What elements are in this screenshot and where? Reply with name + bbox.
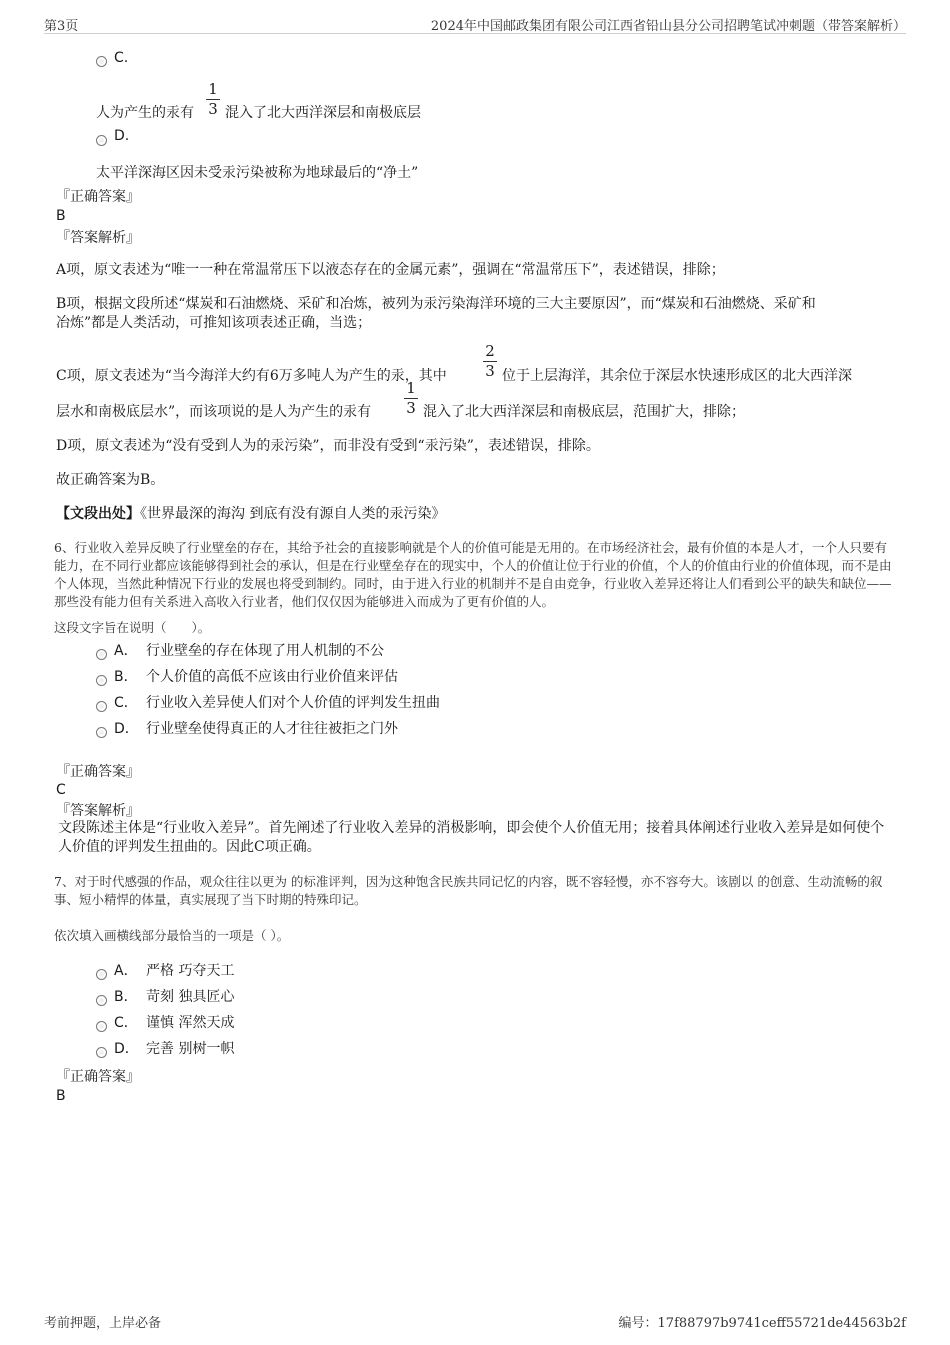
q5-analysis-c-fraction-1 [483, 343, 497, 380]
q6-answer: C [56, 782, 66, 798]
q5-conclusion: 故正确答案为B。 [56, 472, 165, 488]
q5-answer-heading: 『正确答案』 [56, 189, 140, 205]
fraction-numerator: 1 [208, 80, 218, 98]
header-divider [44, 33, 906, 34]
fraction-denominator: 3 [406, 399, 416, 417]
q5-analysis-c-part1: C项，原文表述为“当今海洋大约有6万多吨人为产生的汞，其中 [56, 368, 447, 384]
q5-option-d-label: D. [114, 128, 130, 144]
q6-option-b-label: B． [114, 669, 138, 685]
fraction-numerator: 1 [406, 379, 416, 397]
q5-source-label: 【文段出处】 [56, 506, 140, 522]
footer-document-id: 编号：17f88797b9741ceff55721de44563b2f [618, 1316, 906, 1331]
q7-stem: 7、对于时代感强的作品，观众往往以更为 的标准评判，因为这种饱含民族共同记忆的内容，既不容轻慢，亦不容夸大。该剧以 的创意、生动流畅的叙事、短小精悍的体量，真实展现了当下时期的特殊印记。 [54, 874, 883, 907]
q6-answer-heading: 『正确答案』 [56, 764, 140, 780]
document-title: 2024年中国邮政集团有限公司江西省铅山县分公司招聘笔试冲刺题（带答案解析） [430, 19, 906, 34]
q6-option-a[interactable] [114, 641, 384, 661]
fraction-denominator: 3 [208, 100, 218, 118]
q6-option-d-text: 行业壁垒使得真正的人才往往被拒之门外 [146, 721, 398, 737]
q6-option-b[interactable] [114, 667, 398, 687]
q7-option-c-text: 谨慎 浑然天成 [146, 1015, 235, 1031]
q6-stem: 6、行业收入差异反映了行业壁垒的存在，其给予社会的直接影响就是个人的价值可能是无用的。在市场经济社会，最有价值的本是人才，一个人只要有能力，在不同行业都应该能够得到社会的承认，但是在行业壁垒存在的现实中，个人的价值让位于行业的价值，个人的价值由行业的价值体现，而不是由个人体现，当然此种情况下行业的发展也将受到制约。同时，由于进入行业的机制并不是自由竞争，行业收入差异还将让人们看到公平的缺失和缺位——那些没有能力但有关系进入高收入行业者，他们仅仅因为能够进入而成为了更有价值的人。 [54, 540, 892, 609]
q5-option-c-fraction [206, 81, 220, 118]
fraction-numerator: 2 [485, 342, 495, 360]
q5-option-c-label: C. [114, 50, 129, 66]
q7-option-d[interactable] [114, 1039, 234, 1059]
q7-answer-heading: 『正确答案』 [56, 1069, 140, 1085]
q6-option-a-radio[interactable] [96, 649, 107, 660]
q6-option-c[interactable] [114, 693, 440, 713]
q5-option-c-radio[interactable] [96, 56, 107, 67]
q6-option-c-label: C． [114, 695, 138, 711]
q5-analysis-c-part3: 层水和南极底层水”，而该项说的是人为产生的汞有 [56, 404, 372, 420]
footer-slogan: 考前押题，上岸必备 [44, 1316, 162, 1331]
q7-option-c[interactable] [114, 1013, 234, 1033]
q6-question: 这段文字旨在说明（ ）。 [54, 620, 211, 635]
q7-option-c-label: C． [114, 1015, 138, 1031]
q5-analysis-b-line2: 冶炼”都是人类活动，可推知该项表述正确，当选； [56, 315, 372, 331]
q6-analysis-heading: 『答案解析』 [56, 803, 140, 819]
page-number: 第3页 [44, 19, 79, 34]
q7-option-b[interactable] [114, 987, 234, 1007]
q5-source-text: 《世界最深的海沟 到底有没有源自人类的汞污染》 [140, 506, 446, 522]
q6-option-b-radio[interactable] [96, 675, 107, 686]
q7-option-b-text: 苛刻 独具匠心 [146, 989, 235, 1005]
q6-analysis: 文段陈述主体是“行业收入差异”。首先阐述了行业收入差异的消极影响，即会使个人价值无用；接着具体阐述行业收入差异是如何使个人价值的评判发生扭曲的。因此C项正确。 [58, 820, 885, 855]
q7-option-d-radio[interactable] [96, 1047, 107, 1058]
q7-option-b-radio[interactable] [96, 995, 107, 1006]
q5-answer: B [56, 208, 66, 224]
q7-question: 依次填入画横线部分最恰当的一项是（ ）。 [54, 928, 290, 943]
q7-option-b-label: B． [114, 989, 138, 1005]
q6-option-c-text: 行业收入差异使人们对个人价值的评判发生扭曲 [146, 695, 440, 711]
q6-option-b-text: 个人价值的高低不应该由行业价值来评估 [146, 669, 398, 685]
fraction-denominator: 3 [485, 362, 495, 380]
q5-option-c-text-before: 人为产生的汞有 [96, 105, 194, 121]
q7-option-d-text: 完善 别树一帜 [146, 1041, 235, 1057]
q6-option-d-radio[interactable] [96, 727, 107, 738]
q7-option-a-radio[interactable] [96, 969, 107, 980]
q7-option-c-radio[interactable] [96, 1021, 107, 1032]
q7-option-a-label: A． [114, 963, 138, 979]
q7-answer: B [56, 1088, 66, 1104]
q5-analysis-d: D项，原文表述为“没有受到人为的汞污染”，而非没有受到“汞污染”，表述错误，排除。 [56, 438, 600, 454]
q5-source [56, 504, 445, 524]
q5-analysis-c-part4: 混入了北大西洋深层和南极底层，范围扩大，排除； [423, 404, 745, 420]
q7-option-a-text: 严格 巧夺天工 [146, 963, 235, 979]
q7-option-d-label: D． [114, 1041, 139, 1057]
q5-analysis-b-line1: B项，根据文段所述“煤炭和石油燃烧、采矿和冶炼，被列为汞污染海洋环境的三大主要原因”，而“煤炭和石油燃烧、采矿和 [56, 296, 816, 312]
q5-analysis-c-fraction-2 [404, 380, 418, 417]
q5-option-c-text-after: 混入了北大西洋深层和南极底层 [225, 105, 421, 121]
q5-option-d-radio[interactable] [96, 135, 107, 146]
q5-option-d-text: 太平洋深海区因未受汞污染被称为地球最后的“净土” [96, 165, 419, 181]
q5-analysis-c-part2: 位于上层海洋，其余位于深层水快速形成区的北大西洋深 [502, 368, 852, 384]
q5-analysis-a: A项，原文表述为“唯一一种在常温常压下以液态存在的金属元素”，强调在“常温常压下”，表述错误，排除； [56, 262, 725, 278]
q5-analysis-heading: 『答案解析』 [56, 230, 140, 246]
q6-option-c-radio[interactable] [96, 701, 107, 712]
q6-option-a-label: A． [114, 643, 138, 659]
q7-option-a[interactable] [114, 961, 234, 981]
q6-option-a-text: 行业壁垒的存在体现了用人机制的不公 [146, 643, 384, 659]
q6-option-d[interactable] [114, 719, 398, 739]
q6-option-d-label: D． [114, 721, 139, 737]
